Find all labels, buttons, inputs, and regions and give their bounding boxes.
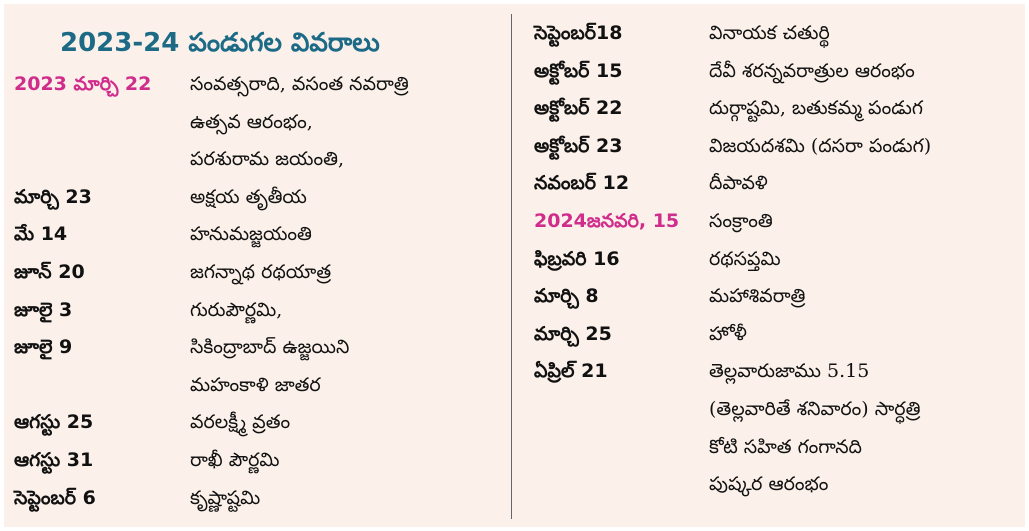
festival-event: వినాయక చతుర్థి [709, 22, 830, 44]
festival-event: సంవత్సరాది, వసంత నవరాత్రి [190, 73, 409, 95]
festival-event: సికింద్రాబాద్ ఉజ్జయిని [190, 336, 350, 359]
festival-event: దుర్గాష్టమి, బతుకమ్మ పండుగ [709, 97, 923, 120]
festival-event: దీపావళి [709, 172, 768, 195]
festival-event: పుష్కర ఆరంభం [709, 473, 829, 496]
festival-event: దేవీ శరన్నవరాత్రుల ఆరంభం [709, 59, 915, 82]
festival-row [534, 90, 1029, 126]
festival-date: ఆగస్టు 31 [14, 449, 94, 471]
festival-event: తెల్లవారుజాము 5.15 [709, 360, 870, 383]
column-divider [511, 14, 512, 519]
festival-date: మే 14 [14, 223, 68, 246]
festival-date: అక్టోబర్ 15 [534, 59, 623, 82]
festival-event: కోటి సహిత గంగానది [709, 435, 862, 458]
festival-event: జగన్నాథ రథయాత్ర [190, 261, 332, 283]
festival-date: 2024జనవరి, 15 [534, 210, 680, 232]
festival-row [534, 15, 1029, 51]
festival-row [534, 165, 1029, 201]
festival-row [14, 367, 510, 403]
festival-date: జూన్ 20 [14, 261, 85, 283]
festival-event: వరలక్ష్మీ వ్రతం [190, 411, 291, 434]
festival-row [14, 141, 510, 177]
festival-event: మహాశివరాత్రి [709, 285, 806, 308]
festival-row [14, 66, 510, 102]
festival-date: ఆగస్టు 25 [14, 411, 94, 434]
festival-event: అక్షయ తృతీయ [190, 185, 307, 208]
festival-row [14, 292, 510, 328]
festival-date: నవంబర్ 12 [534, 172, 630, 195]
festival-row [534, 466, 1029, 502]
festival-row [534, 278, 1029, 314]
festival-date: 2023 మార్చి 22 [14, 73, 152, 95]
festival-date: మార్చి 25 [534, 322, 612, 345]
festival-row [534, 353, 1029, 389]
festival-event: హోళీ [709, 322, 747, 345]
festival-row [14, 480, 510, 516]
festival-event: పరశురామ జయంతి, [190, 148, 345, 171]
festival-row [534, 429, 1029, 465]
festival-row [14, 104, 510, 140]
festival-event: ఉత్సవ ఆరంభం, [190, 110, 313, 133]
festival-date: మార్చి 8 [534, 285, 599, 308]
festival-row [14, 179, 510, 215]
festival-row [14, 404, 510, 440]
festival-row [534, 241, 1029, 277]
festival-date: మార్చి 23 [14, 185, 92, 208]
festival-row [534, 128, 1029, 164]
festival-row [14, 442, 510, 478]
festival-row [534, 316, 1029, 352]
festival-row [534, 391, 1029, 427]
festival-date: అక్టోబర్ 23 [534, 134, 623, 157]
festival-row [534, 203, 1029, 239]
festival-event: గురుపౌర్ణమి, [190, 298, 283, 321]
festival-event: కృష్ణాష్టమి [190, 486, 261, 509]
festival-event: మహంకాళి జాతర [190, 373, 321, 396]
festival-row [14, 329, 510, 365]
festival-row [14, 216, 510, 252]
festival-event: సంక్రాంతి [709, 210, 773, 232]
festival-date: జూలై 9 [14, 336, 73, 359]
festival-row [14, 254, 510, 290]
festival-date: అక్టోబర్ 22 [534, 97, 623, 120]
festival-event: (తెల్లవారితే శనివారం) సార్ధత్రి [709, 398, 921, 420]
festival-event: రథసప్తమి [709, 247, 781, 270]
festival-date: సెప్టెంబర్ 6 [14, 486, 96, 509]
festival-event: రాఖీ పౌర్ణమి [190, 449, 280, 471]
festival-event: విజయదశమి (దసరా పండుగ) [709, 134, 932, 157]
festival-panel [4, 4, 1025, 527]
page-title: 2023-24 పండుగల వివరాలు [60, 28, 380, 58]
festival-date: సెప్టెంబర్18 [534, 22, 623, 44]
festival-date: ఫిబ్రవరి 16 [534, 247, 620, 270]
festival-row [534, 53, 1029, 89]
festival-date: జూలై 3 [14, 298, 73, 321]
festival-date: ఏప్రిల్ 21 [534, 360, 608, 383]
festival-event: హనుమజ్జయంతి [190, 223, 312, 246]
